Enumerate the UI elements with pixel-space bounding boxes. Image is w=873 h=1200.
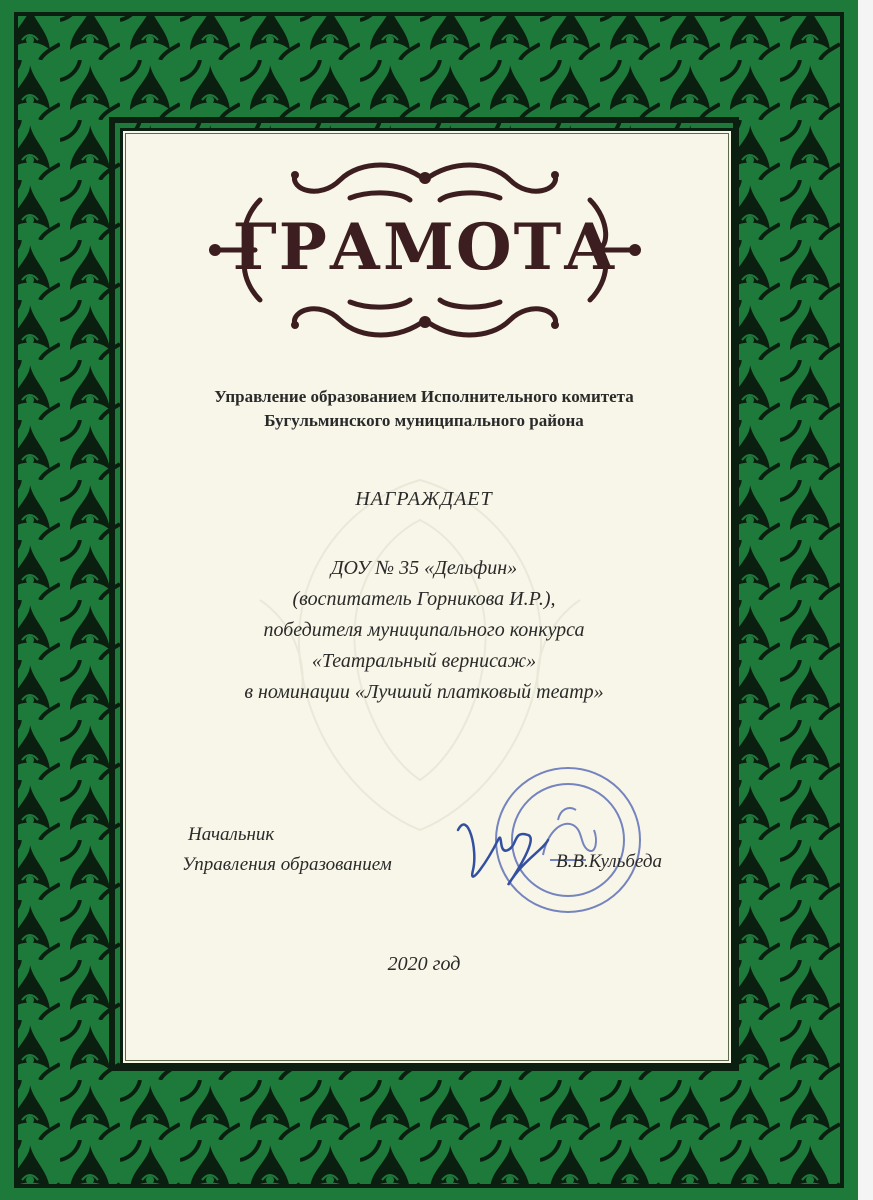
recipient-line: ДОУ № 35 «Дельфин»	[330, 557, 518, 579]
signer-title-line: Начальник	[188, 824, 275, 845]
award-year: 2020 год	[387, 953, 461, 975]
handwritten-signature	[448, 800, 558, 900]
certificate-title: ГРАМОТА	[232, 210, 618, 285]
recipient-line: в номинации «Лучший платковый театр»	[244, 681, 604, 703]
recipient-line: «Театральный вернисаж»	[311, 650, 537, 672]
signer-name: В.В.Кульбеда	[556, 851, 662, 872]
signer-title	[182, 820, 392, 880]
recipient-block	[120, 553, 728, 708]
issuer-line: Управление образованием Исполнительного комитета	[214, 387, 634, 406]
issuer-organization	[120, 385, 728, 433]
issuer-line: Бугульминского муниципального района	[264, 411, 584, 430]
scan-edge	[858, 0, 873, 1200]
award-heading: НАГРАЖДАЕТ	[355, 488, 493, 510]
recipient-line: (воспитатель Горникова И.Р.),	[292, 588, 556, 610]
title-block	[200, 150, 650, 350]
signer-title-line: Управления образованием	[182, 854, 392, 875]
recipient-line: победителя муниципального конкурса	[263, 619, 585, 641]
